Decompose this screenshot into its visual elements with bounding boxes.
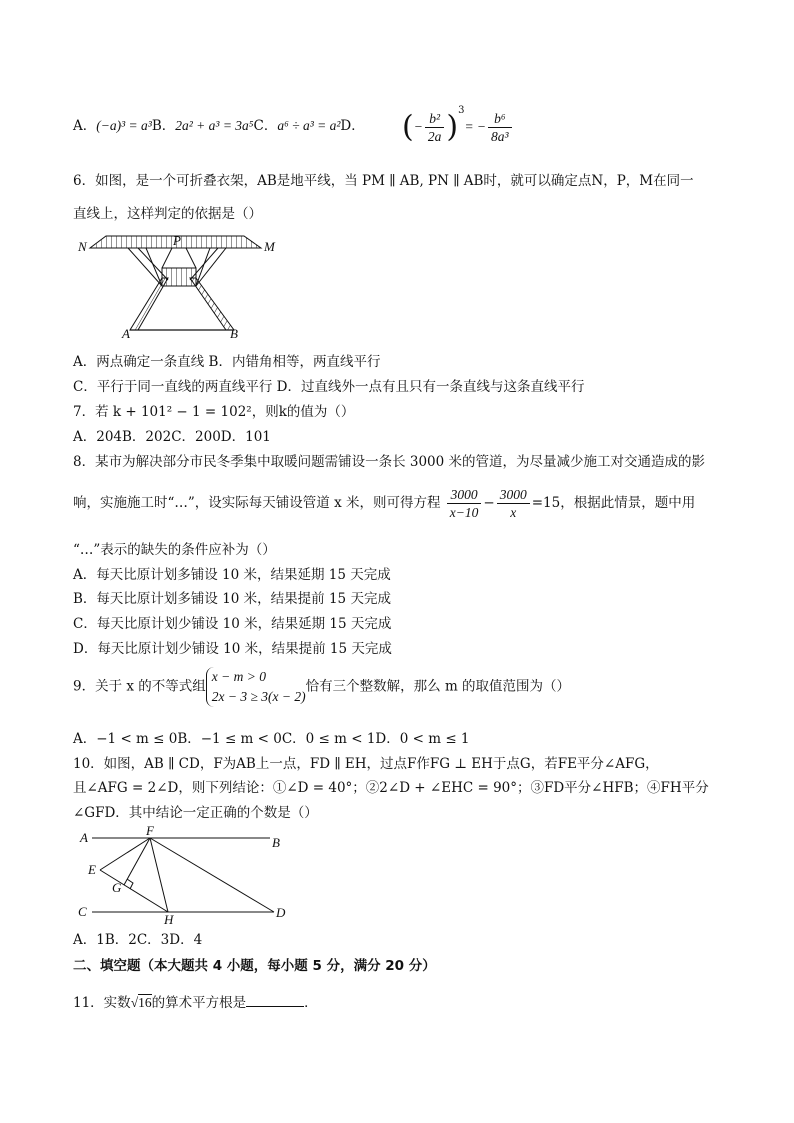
label-e: E (88, 862, 96, 877)
q6-figure (76, 232, 286, 342)
q8-option-b: B．每天比原计划多铺设 10 米，结果提前 15 天完成 (73, 591, 391, 607)
q5-option-b-expr: 2a² + a³ = 3a⁵ (175, 118, 254, 133)
hanger-center-box (162, 268, 196, 286)
segment-fg (124, 838, 150, 885)
section-heading: 二、填空题（本大题共 4 小题，每小题 5 分，满分 20 分） (73, 958, 436, 974)
q5-d-den: 2a (427, 129, 442, 144)
q10-stem-line3: ∠GFD．其中结论一定正确的个数是（） (73, 805, 318, 821)
q11-radicand: 16 (138, 995, 152, 1010)
segment-eh (100, 870, 168, 912)
q9-options: A．−1 < m ≤ 0B．−1 ≤ m < 0C．0 ≤ m < 1D．0 < m ≤ 1 (73, 731, 470, 747)
q10-stem-line2: 且∠AFG = 2∠D，则下列结论：①∠D = 40°；②2∠D + ∠EHC = 90°；③FD平分∠HFB；④FH平分 (73, 780, 709, 796)
q9-ineq2: 2x − 3 ≥ 3(x − 2) (211, 689, 306, 704)
q9-post: 恰有三个整数解，那么 m 的取值范围为（） (305, 678, 571, 695)
q5-option-b-label: B． (151, 118, 176, 134)
label-h: H (164, 912, 174, 926)
q5-option-a-expr: (−a)³ = a³ (96, 118, 152, 133)
segment-fe (100, 838, 150, 870)
q8-frac1-den: x−10 (449, 505, 479, 520)
label-c: C (78, 904, 87, 919)
label-n: N (78, 239, 87, 254)
q5-option-d-label: D． (340, 118, 365, 134)
segment-fh (150, 838, 168, 912)
q6-options-line2: C．平行于同一直线的两直线平行 D．过直线外一点有且只有一条直线与这条直线平行 (73, 379, 585, 395)
q8-option-d: D．每天比原计划少铺设 10 米，结果提前 15 天完成 (73, 641, 392, 657)
q8-minus: − (483, 495, 495, 511)
q8-line2-post: =15，根据此情景，题中用 (531, 495, 696, 511)
q11-stem: 11．实数√16的算术平方根是 ． (73, 992, 318, 1013)
q8-frac2-num: 3000 (497, 486, 530, 504)
q8-line2-pre: 响，实施施工时“…”，设实际每天铺设管道 x 米，则可得方程 (73, 495, 441, 511)
q5-option-c-label: C． (253, 118, 278, 134)
q5-d-rden: 8a³ (491, 129, 509, 144)
q10-figure (74, 826, 294, 926)
q11-pre: 11．实数 (73, 995, 131, 1011)
q8-stem-line2 (73, 486, 695, 521)
q9-inequality-system (206, 667, 306, 707)
q6-stem-line2: 直线上，这样判定的依据是（） (73, 206, 262, 222)
q5-d-num: b² (425, 110, 445, 128)
q10-stem-line1: 10．如图，AB ∥ CD，F为AB上一点，FD ∥ EH，过点F作FG ⊥ EH于点G，若FE平分∠AFG， (73, 756, 659, 772)
q8-stem-line1: 8．某市为解决部分市民冬季集中取暖问题需铺设一条长 3000 米的管道，为尽量减少施工对交通造成的影 (73, 454, 706, 470)
label-m: M (264, 239, 275, 254)
label-d: D (276, 905, 286, 920)
q6-options-line1: A．两点确定一条直线 B．内错角相等，两直线平行 (73, 354, 381, 370)
q8-option-a: A．每天比原计划多铺设 10 米，结果延期 15 天完成 (73, 567, 391, 583)
label-b: B (272, 835, 280, 850)
q9-ineq1: x − m > 0 (211, 669, 267, 684)
q9-stem (73, 667, 570, 707)
q5-options (73, 116, 365, 136)
label-f: F (146, 826, 154, 838)
segment-fd (150, 838, 274, 912)
q11-post: 的算术平方根是 (151, 995, 247, 1011)
q5-d-rnum: b⁶ (488, 110, 512, 128)
q8-option-c: C．每天比原计划少铺设 10 米，结果延期 15 天完成 (73, 616, 392, 632)
label-p: P (173, 233, 181, 248)
label-a: A (122, 326, 130, 341)
q5-option-a-label: A． (73, 118, 97, 134)
label-a: A (80, 830, 88, 845)
q7-stem: 7．若 k + 101² − 1 = 102²，则k的值为（） (73, 404, 355, 420)
answer-blank[interactable] (246, 992, 304, 1007)
q5-option-d-expr: (− $\frac{\text{b²}}{2a}$ )$^3$= − $\frac{\text{b⁶}}{\text{8a³}}$ (402, 101, 514, 145)
q6-stem-line1: 6．如图，是一个可折叠衣架，AB是地平线，当 PM ∥ AB, PN ∥ AB时，就可以确定点N，P，M在同一 (73, 173, 694, 189)
q11-end: ． (304, 995, 318, 1011)
q8-frac1-num: 3000 (447, 486, 482, 504)
q8-frac2-den: x (510, 505, 517, 520)
label-b: B (230, 326, 238, 341)
q7-options: A．204B．202C．200D．101 (73, 429, 271, 445)
q10-options: A．1B．2C．3D．4 (73, 932, 203, 948)
q5-option-c-expr: a⁶ ÷ a³ = a² (277, 118, 341, 133)
label-g: G (112, 880, 122, 895)
q8-stem-line3: “…”表示的缺失的条件应补为（） (73, 542, 276, 558)
q9-pre: 9．关于 x 的不等式组 (73, 678, 206, 695)
q5-d-eq: = − (464, 119, 487, 134)
